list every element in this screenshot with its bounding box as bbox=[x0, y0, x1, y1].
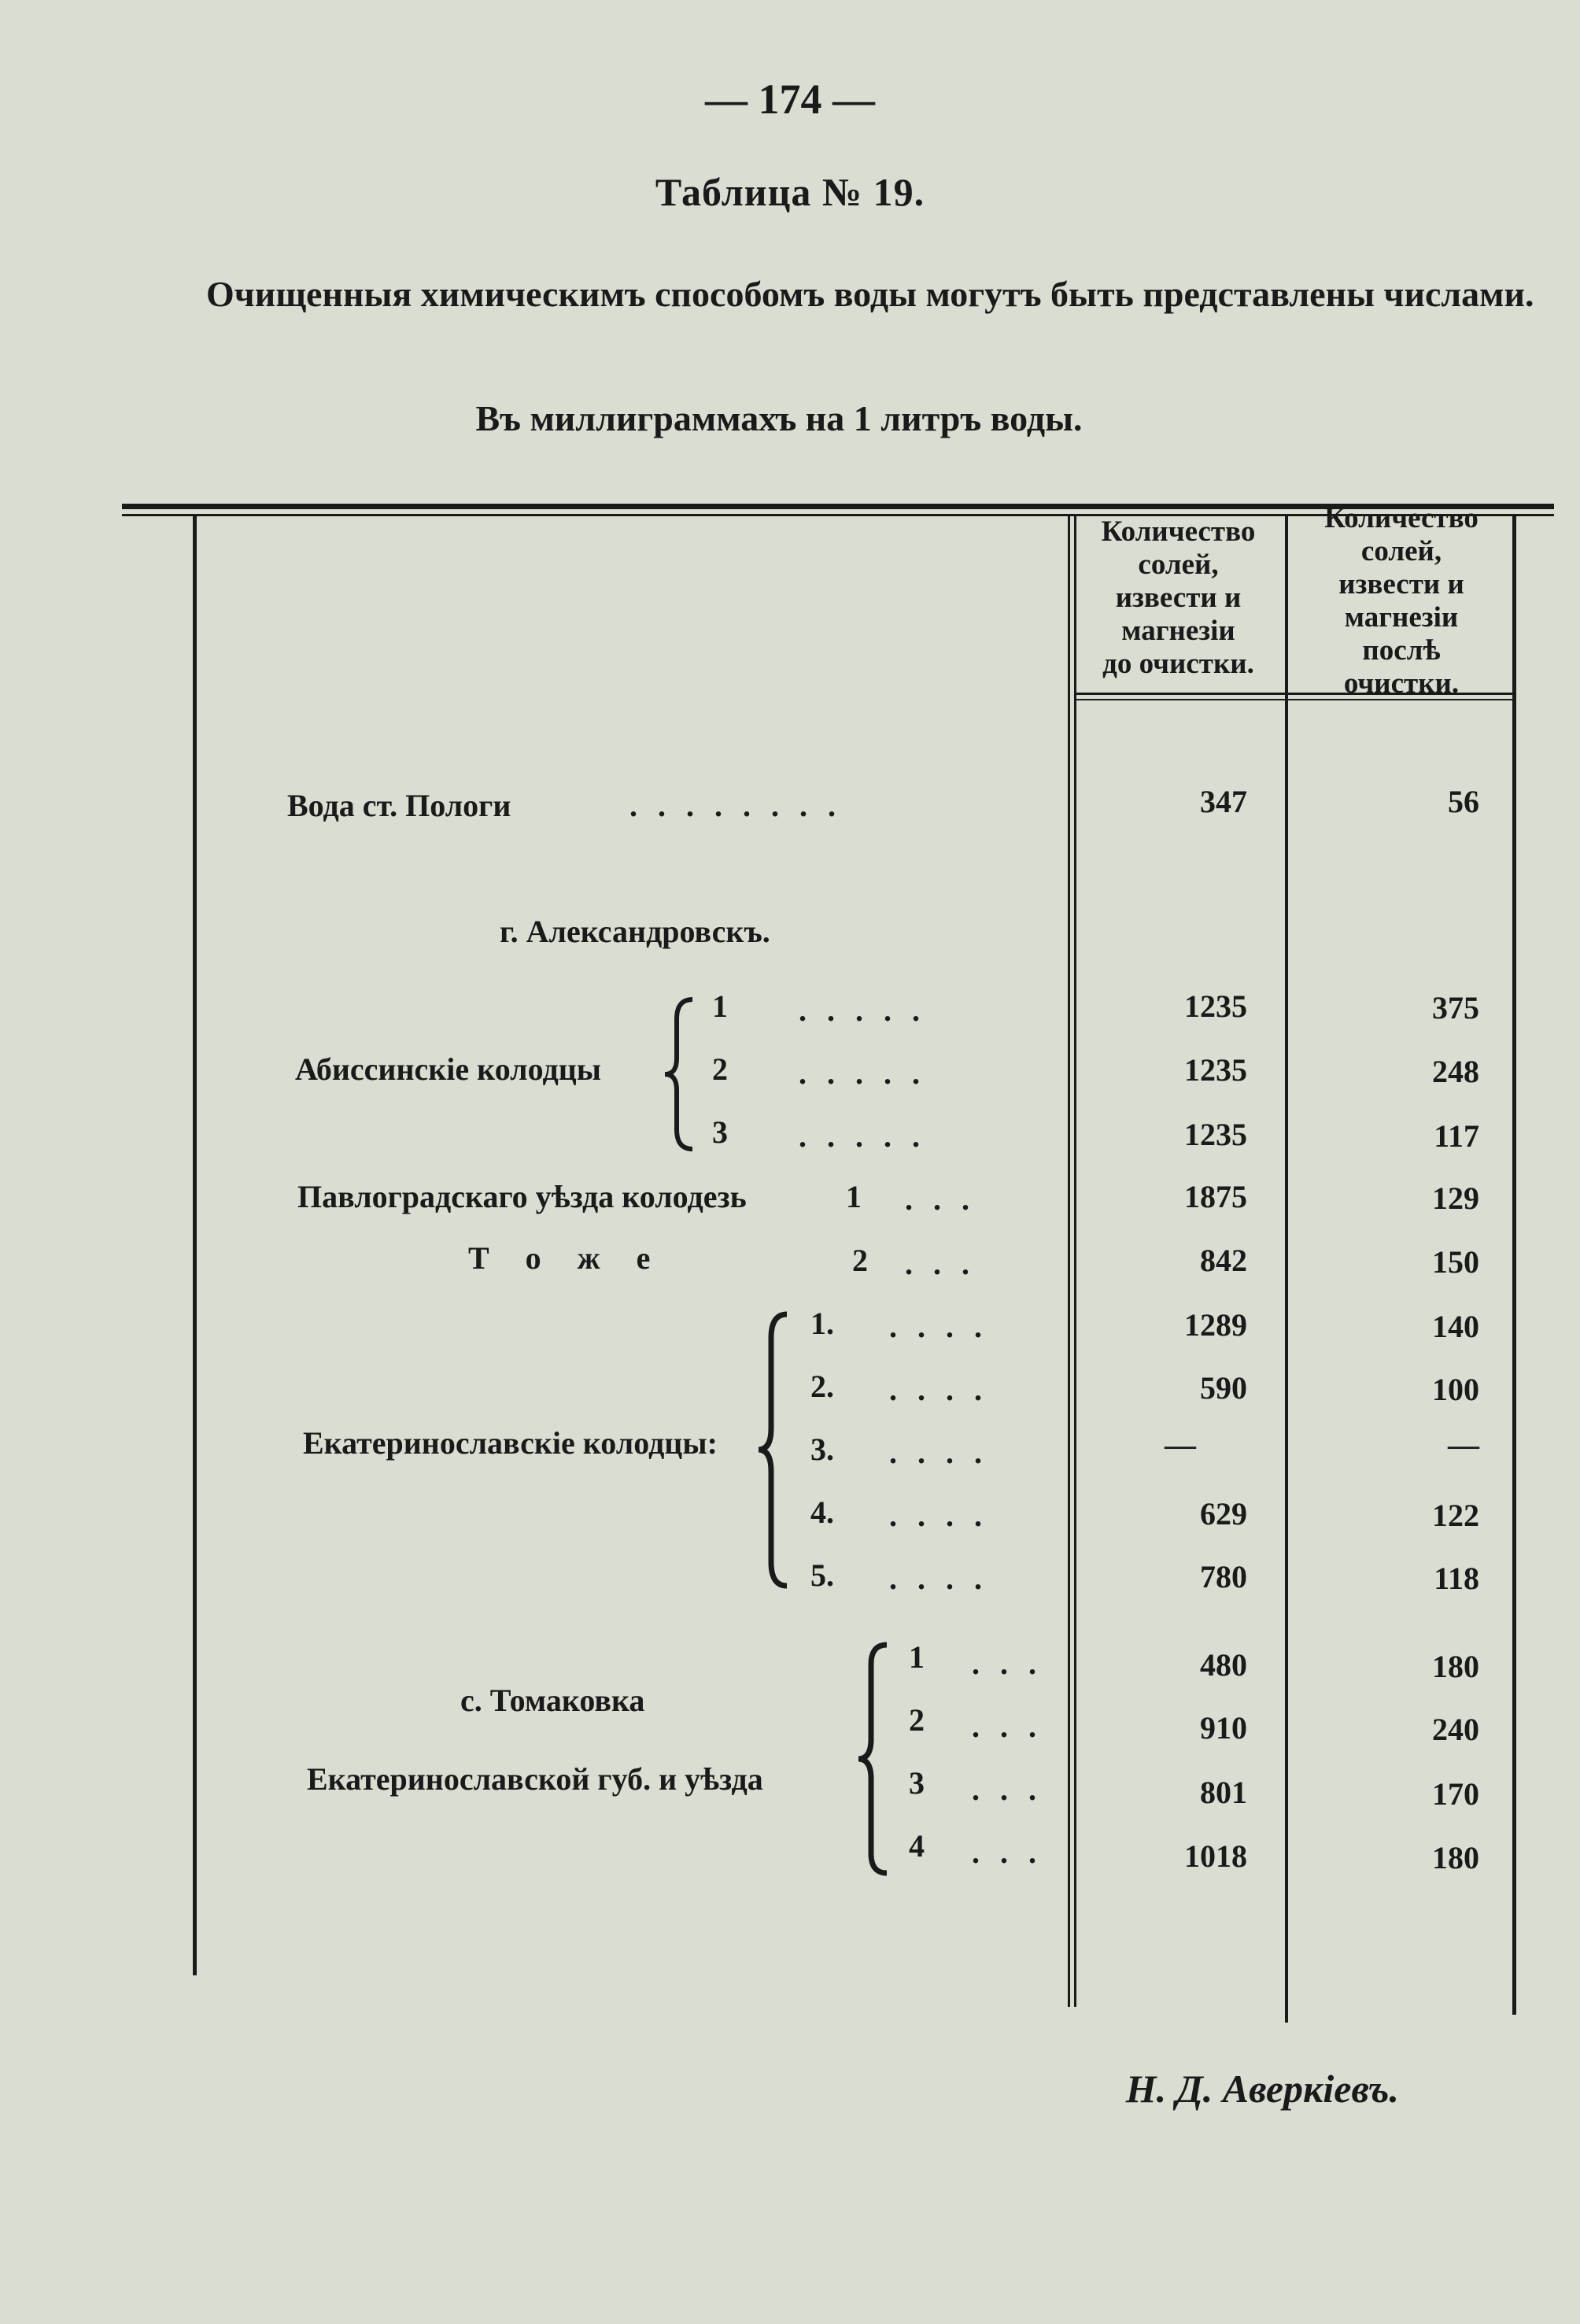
item-number: 3 bbox=[712, 1114, 728, 1150]
leader-dots: ..... bbox=[799, 1118, 940, 1154]
value-after: 180 bbox=[1432, 1649, 1479, 1684]
item-number: 4 bbox=[909, 1828, 925, 1864]
leader-dots: .... bbox=[889, 1498, 1002, 1533]
intro-paragraph: Очищенныя химическимъ способомъ воды могутъ быть представлены числами. bbox=[206, 274, 1534, 314]
item-number: 1 bbox=[846, 1179, 862, 1214]
row-label-same: Т о ж е bbox=[468, 1240, 665, 1276]
brace-tomakovka bbox=[854, 1641, 893, 1877]
table-title: Таблица № 19. bbox=[655, 170, 925, 214]
value-after: 118 bbox=[1434, 1561, 1479, 1596]
row-label-ekaterinoslav-gub: Екатеринославской губ. и уѣзда bbox=[307, 1761, 763, 1797]
leader-dots: ..... bbox=[799, 1055, 940, 1091]
value-before: 590 bbox=[1200, 1370, 1247, 1406]
item-number: 3. bbox=[810, 1432, 834, 1467]
value-before: 1235 bbox=[1184, 1052, 1247, 1088]
leader-dots: ... bbox=[972, 1709, 1057, 1744]
value-after: 129 bbox=[1432, 1180, 1479, 1216]
value-after: 248 bbox=[1432, 1054, 1479, 1089]
header-before-cleaning: Количество солей, извести и магнезіи до очистки. bbox=[1101, 515, 1256, 680]
value-before: 1235 bbox=[1184, 1117, 1247, 1152]
brace-abyssinian bbox=[661, 996, 700, 1153]
value-before: 347 bbox=[1200, 784, 1247, 819]
value-after: 150 bbox=[1432, 1244, 1479, 1280]
leader-dots: ..... bbox=[799, 992, 940, 1028]
page-number: — 174 — bbox=[705, 76, 875, 123]
item-number: 5. bbox=[810, 1557, 834, 1593]
row-label-ekaterinoslav-wells: Екатеринославскіе колодцы: bbox=[303, 1425, 718, 1461]
leader-dots: ... bbox=[972, 1834, 1057, 1870]
value-before: 629 bbox=[1200, 1496, 1247, 1531]
row-label-tomakovka: с. Томаковка bbox=[460, 1683, 645, 1718]
value-before: — bbox=[1165, 1427, 1196, 1462]
col-divider-2 bbox=[1285, 515, 1288, 2023]
item-number: 3 bbox=[909, 1765, 925, 1801]
leader-dots: .... bbox=[889, 1372, 1002, 1407]
item-number: 2 bbox=[712, 1051, 728, 1087]
leader-dots: .... bbox=[889, 1309, 1002, 1344]
item-number: 2 bbox=[852, 1243, 868, 1278]
value-before: 780 bbox=[1200, 1559, 1247, 1594]
value-after: — bbox=[1448, 1427, 1479, 1462]
section-heading-alexandrovsk: г. Александровскъ. bbox=[500, 914, 770, 949]
leader-dots: .... bbox=[889, 1561, 1002, 1596]
value-after: 100 bbox=[1432, 1372, 1479, 1407]
header-after-cleaning: Количество солей, извести и магнезіи послѣ очистки. bbox=[1324, 502, 1478, 700]
item-number: 1 bbox=[712, 988, 728, 1024]
value-before: 1875 bbox=[1184, 1179, 1247, 1214]
value-before: 801 bbox=[1200, 1775, 1247, 1810]
value-before: 1235 bbox=[1184, 988, 1247, 1024]
table-left-border bbox=[193, 515, 197, 1975]
row-label-pologi: Вода ст. Пологи bbox=[287, 788, 511, 823]
units-caption: Въ миллиграммахъ на 1 литръ воды. bbox=[475, 398, 1083, 438]
signature: Н. Д. Аверкіевъ. bbox=[1125, 2067, 1399, 2111]
value-after: 375 bbox=[1432, 990, 1479, 1025]
value-before: 910 bbox=[1200, 1710, 1247, 1746]
value-after: 56 bbox=[1448, 784, 1479, 819]
leader-dots: ... bbox=[972, 1772, 1057, 1807]
value-before: 842 bbox=[1200, 1243, 1247, 1278]
item-number: 1. bbox=[810, 1306, 834, 1341]
value-after: 140 bbox=[1432, 1309, 1479, 1344]
value-after: 122 bbox=[1432, 1498, 1479, 1533]
col-divider-1a bbox=[1068, 515, 1070, 2007]
value-after: 117 bbox=[1434, 1118, 1479, 1154]
leader-dots: ........ bbox=[629, 788, 856, 823]
value-after: 170 bbox=[1432, 1776, 1479, 1812]
value-after: 180 bbox=[1432, 1840, 1479, 1875]
item-number: 4. bbox=[810, 1495, 834, 1530]
leader-dots: ... bbox=[905, 1181, 990, 1217]
leader-dots: ... bbox=[905, 1246, 990, 1281]
row-label-abyssinian: Абиссинскіе колодцы bbox=[295, 1051, 601, 1087]
value-before: 480 bbox=[1200, 1647, 1247, 1683]
value-after: 240 bbox=[1432, 1712, 1479, 1747]
value-before: 1018 bbox=[1184, 1838, 1247, 1874]
brace-ekaterinoslav bbox=[754, 1310, 793, 1590]
row-label-pavlograd: Павлоградскаго уѣзда колодезь bbox=[297, 1179, 747, 1214]
item-number: 2. bbox=[810, 1369, 834, 1404]
col-divider-1b bbox=[1074, 515, 1076, 2007]
value-before: 1289 bbox=[1184, 1307, 1247, 1343]
leader-dots: .... bbox=[889, 1435, 1002, 1470]
leader-dots: ... bbox=[972, 1646, 1057, 1681]
item-number: 2 bbox=[909, 1702, 925, 1738]
table-right-border bbox=[1512, 515, 1516, 2015]
item-number: 1 bbox=[909, 1639, 925, 1675]
